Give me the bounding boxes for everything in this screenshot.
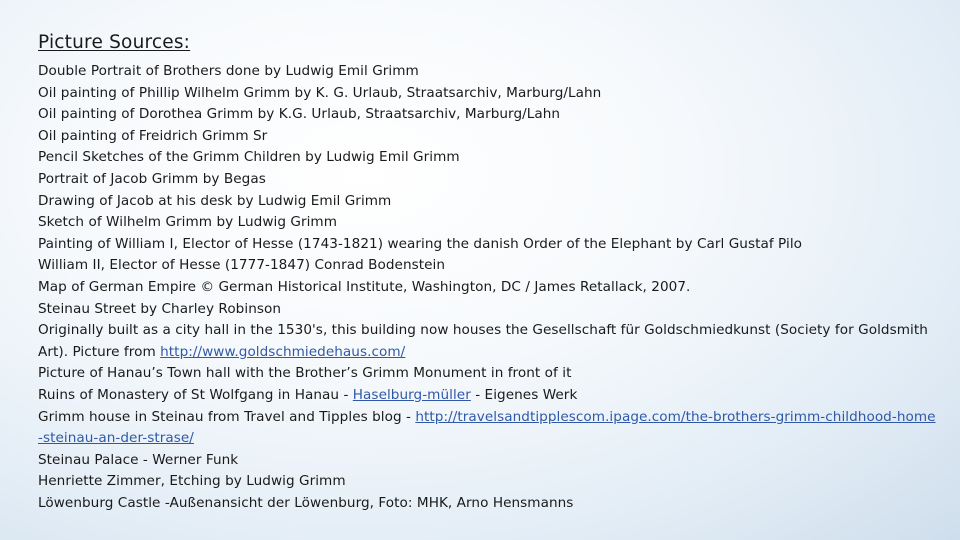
source-text: Oil painting of Freidrich Grimm Sr <box>38 127 268 144</box>
source-text: Löwenburg Castle -Außenansicht der Löwenburg, Foto: MHK, Arno Hensmanns <box>38 494 574 511</box>
source-item <box>38 169 938 191</box>
source-item <box>38 126 938 148</box>
source-item <box>38 320 938 363</box>
source-item <box>38 493 938 515</box>
goldschmiedehaus-link[interactable]: http://www.goldschmiedehaus.com/ <box>160 343 406 360</box>
source-text: Picture of Hanau’s Town hall with the Brother’s Grimm Monument in front of it <box>38 365 572 382</box>
source-text: Ruins of Monastery of St Wolfgang in Hanau - <box>38 386 353 403</box>
source-text: Grimm house in Steinau from Travel and Tipples blog - <box>38 408 416 425</box>
source-item <box>38 104 938 126</box>
slide-title: Picture Sources: <box>38 32 191 53</box>
source-item <box>38 191 938 213</box>
source-item <box>38 450 938 472</box>
source-item <box>38 234 938 256</box>
source-item <box>38 299 938 321</box>
source-text: Oil painting of Dorothea Grimm by K.G. Urlaub, Straatsarchiv, Marburg/Lahn <box>38 106 561 123</box>
source-item <box>38 385 938 407</box>
source-item <box>38 147 938 169</box>
source-text: Steinau Street by Charley Robinson <box>38 300 282 317</box>
source-item <box>38 212 938 234</box>
source-text: Sketch of Wilhelm Grimm by Ludwig Grimm <box>38 214 338 231</box>
source-text: Oil painting of Phillip Wilhelm Grimm by K. G. Urlaub, Straatsarchiv, Marburg/Lahn <box>38 84 602 101</box>
source-text: Steinau Palace - Werner Funk <box>38 451 239 468</box>
source-item <box>38 363 938 385</box>
source-item <box>38 407 938 450</box>
source-item <box>38 83 938 105</box>
source-text: Originally built as a city hall in the 1530's, this building now houses the Gesellschaft für Goldschmiedkunst (Society for Goldsmith Art). Picture from <box>38 322 928 360</box>
source-item <box>38 61 938 83</box>
source-item <box>38 277 938 299</box>
source-text: William II, Elector of Hesse (1777-1847) Conrad Bodenstein <box>38 257 446 274</box>
slide-content <box>38 31 938 514</box>
source-text: Painting of William I, Elector of Hesse (1743-1821) wearing the danish Order of the Elephant by Carl Gustaf Pilo <box>38 235 803 252</box>
source-item <box>38 471 938 493</box>
source-text: Map of German Empire © German Historical Institute, Washington, DC / James Retallack, 2007. <box>38 278 691 295</box>
source-text: Pencil Sketches of the Grimm Children by Ludwig Emil Grimm <box>38 149 460 166</box>
source-list <box>38 61 938 514</box>
travels-and-tipples-link[interactable]: http://travelsandtipplescom.ipage.com/the-brothers-grimm-childhood-home-steinau-an-der-strase/ <box>38 408 936 447</box>
source-text: Henriette Zimmer, Etching by Ludwig Grimm <box>38 473 346 490</box>
haselburg-link[interactable]: Haselburg-müller <box>352 386 471 403</box>
source-text-after: - Eigenes Werk <box>470 386 578 403</box>
source-text: Double Portrait of Brothers done by Ludwig Emil Grimm <box>38 63 419 79</box>
source-text: Portrait of Jacob Grimm by Begas <box>38 170 266 187</box>
source-text: Drawing of Jacob at his desk by Ludwig Emil Grimm <box>38 192 392 209</box>
source-item <box>38 255 938 277</box>
